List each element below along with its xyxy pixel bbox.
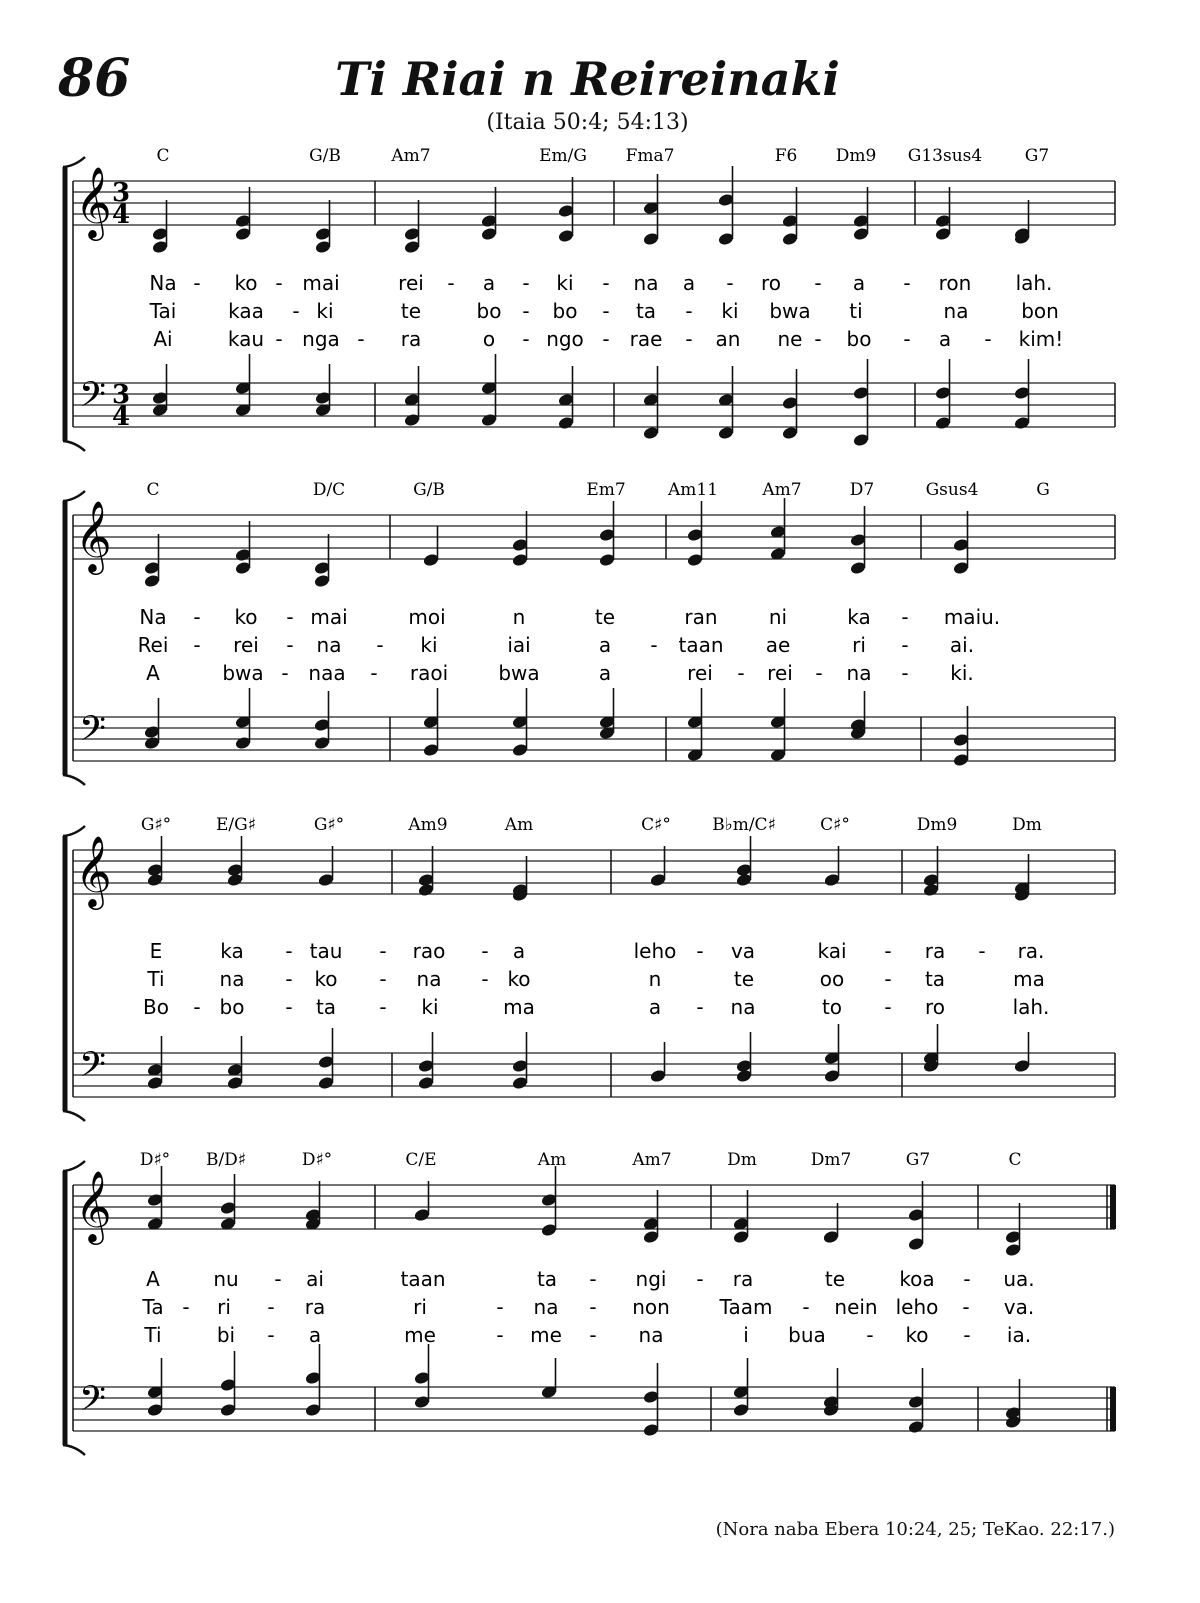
lyric-syllable: - <box>589 1267 597 1291</box>
lyric-syllable: ki <box>420 633 438 657</box>
time-signature-top: 3 <box>112 178 131 208</box>
lyric-syllable: rei <box>398 271 424 295</box>
chord-symbol: C/E <box>405 1150 437 1170</box>
lyric-syllable: ki <box>316 299 334 323</box>
lyric-syllable: n <box>648 967 662 991</box>
chord-symbol: Dm9 <box>835 146 877 166</box>
lyric-syllable: - <box>696 995 704 1019</box>
lyric-syllable: bo <box>846 327 872 351</box>
lyric-syllable: ra <box>924 939 946 963</box>
lyric-syllable: - <box>685 327 693 351</box>
lyric-syllable: taan <box>678 633 724 657</box>
lyric-syllable: ki <box>421 995 439 1019</box>
lyric-syllable: ki. <box>950 661 974 685</box>
lyric-syllable: Ti <box>147 967 165 991</box>
lyric-syllable: - <box>737 661 745 685</box>
lyric-syllable: - <box>602 327 610 351</box>
bass-clef-icon: 𝄢 <box>79 1044 107 1093</box>
lyric-syllable: bi <box>216 1323 236 1347</box>
lyric-syllable: Taam <box>719 1295 773 1319</box>
lyric-syllable: a <box>938 327 952 351</box>
lyric-syllable: koa <box>899 1267 935 1291</box>
system-4 <box>63 1150 1115 1455</box>
lyric-syllable: A <box>146 1267 160 1291</box>
lyric-syllable: ne <box>777 327 803 351</box>
treble-clef-icon: 𝄞 <box>75 1169 112 1242</box>
time-signature-bottom: 4 <box>112 402 131 432</box>
lyric-syllable: ko <box>234 605 258 629</box>
lyric-syllable: na <box>638 1323 664 1347</box>
lyric-syllable: ma <box>503 995 535 1019</box>
lyric-syllable: - <box>903 271 911 295</box>
lyric-syllable: - <box>447 271 455 295</box>
treble-clef-icon: 𝄞 <box>75 165 112 238</box>
lyric-syllable: - <box>522 299 530 323</box>
lyric-syllable: bwa <box>769 299 811 323</box>
lyric-syllable: - <box>285 939 293 963</box>
system-1 <box>63 146 1115 451</box>
lyric-syllable: - <box>901 605 909 629</box>
lyric-syllable: ki <box>721 299 739 323</box>
chord-symbol: G13sus4 <box>907 146 983 166</box>
lyric-syllable: - <box>903 327 911 351</box>
lyric-syllable: leho <box>633 939 677 963</box>
chord-symbol: F6 <box>774 146 798 166</box>
lyric-syllable: - <box>650 633 658 657</box>
chord-symbol: Am <box>504 815 534 835</box>
lyric-syllable: kai <box>817 939 847 963</box>
lyric-syllable: rei <box>767 661 793 685</box>
lyric-syllable: a <box>648 995 662 1019</box>
time-signature-bottom: 4 <box>112 200 131 230</box>
lyric-syllable: - <box>376 633 384 657</box>
lyric-syllable: A <box>146 661 160 685</box>
lyric-syllable: ta <box>635 299 657 323</box>
bracket-hook <box>63 441 85 451</box>
lyric-syllable: oo <box>819 967 845 991</box>
lyric-syllable: o <box>482 327 496 351</box>
lyric-syllable: Ti <box>144 1323 162 1347</box>
system-2 <box>63 480 1115 785</box>
lyric-syllable: ro <box>760 271 782 295</box>
chord-symbol: Fma7 <box>625 146 675 166</box>
chord-symbol: G/B <box>309 146 341 166</box>
lyric-syllable: ri <box>217 1295 231 1319</box>
lyric-syllable: ka <box>220 939 244 963</box>
lyric-syllable: - <box>496 1295 504 1319</box>
lyric-syllable: - <box>274 1267 282 1291</box>
lyric-syllable: - <box>357 327 365 351</box>
lyric-syllable: - <box>984 327 992 351</box>
lyric-syllable: ma <box>1013 967 1045 991</box>
lyric-syllable: - <box>193 605 201 629</box>
lyric-syllable: - <box>522 327 530 351</box>
lyric-syllable: - <box>814 271 822 295</box>
lyric-syllable: - <box>602 299 610 323</box>
chord-symbol: Am7 <box>391 146 431 166</box>
lyric-syllable: non <box>632 1295 670 1319</box>
lyric-syllable: - <box>901 633 909 657</box>
chord-symbol: Am9 <box>408 815 448 835</box>
lyric-syllable: - <box>802 1295 810 1319</box>
chord-symbol: G <box>1036 480 1050 500</box>
lyric-syllable: - <box>884 939 892 963</box>
chord-symbol: B♭m/C♯ <box>712 815 776 835</box>
lyric-syllable: ri <box>852 633 866 657</box>
lyric-syllable: kaa <box>228 299 264 323</box>
lyric-syllable: na <box>846 661 872 685</box>
lyric-syllable: ae <box>765 633 791 657</box>
lyric-syllable: na <box>943 299 969 323</box>
chord-symbol: Em/G <box>539 146 587 166</box>
lyric-syllable: raoi <box>409 661 449 685</box>
lyric-syllable: - <box>193 995 201 1019</box>
lyric-syllable: Rei <box>137 633 169 657</box>
lyric-syllable: bua <box>788 1323 826 1347</box>
lyric-syllable: mai <box>302 271 340 295</box>
lyric-syllable: na <box>633 271 659 295</box>
lyric-syllable: mai <box>310 605 348 629</box>
lyric-syllable: lah. <box>1015 271 1053 295</box>
lyric-syllable: - <box>292 299 300 323</box>
chord-symbol: Am11 <box>667 480 719 500</box>
lyric-syllable: naa <box>308 661 346 685</box>
bracket-hook <box>63 1111 85 1121</box>
lyric-syllable: - <box>814 327 822 351</box>
lyric-syllable: - <box>379 995 387 1019</box>
lyric-syllable: va <box>730 939 756 963</box>
lyric-syllable: E <box>149 939 163 963</box>
chord-symbol: Dm9 <box>916 815 958 835</box>
lyric-syllable: nein <box>834 1295 878 1319</box>
chord-symbol: C♯° <box>820 815 850 835</box>
lyric-syllable: i <box>743 1323 749 1347</box>
lyric-syllable: - <box>379 939 387 963</box>
lyric-syllable: kau <box>227 327 265 351</box>
lyric-syllable: te <box>733 967 755 991</box>
lyric-syllable: rei <box>233 633 259 657</box>
lyric-syllable: - <box>602 271 610 295</box>
lyric-syllable: ri <box>413 1295 427 1319</box>
lyric-syllable: ai. <box>949 633 975 657</box>
lyric-syllable: bwa <box>222 661 264 685</box>
lyric-syllable: - <box>963 1323 971 1347</box>
lyric-syllable: bo <box>552 299 578 323</box>
bass-clef-icon: 𝄢 <box>79 374 107 423</box>
lyric-syllable: a <box>598 661 612 685</box>
lyric-syllable: - <box>275 271 283 295</box>
lyric-syllable: - <box>963 1267 971 1291</box>
lyric-syllable: - <box>267 1323 275 1347</box>
lyric-syllable: - <box>182 1295 190 1319</box>
lyric-syllable: - <box>522 271 530 295</box>
lyric-syllable: - <box>496 1323 504 1347</box>
lyric-syllable: moi <box>408 605 446 629</box>
lyric-syllable: ni <box>768 605 788 629</box>
lyric-syllable: ron <box>938 271 972 295</box>
lyric-syllable: ko <box>507 967 531 991</box>
lyric-syllable: Bo <box>143 995 169 1019</box>
chord-symbol: G/B <box>413 480 445 500</box>
chord-symbol: D/C <box>312 480 346 500</box>
lyric-syllable: - <box>866 1323 874 1347</box>
lyric-syllable: - <box>267 1295 275 1319</box>
treble-clef-icon: 𝄞 <box>75 834 112 907</box>
chord-symbol: G♯° <box>313 815 345 835</box>
lyric-syllable: nga <box>302 327 340 351</box>
lyric-syllable: n <box>512 605 526 629</box>
lyric-syllable: maiu. <box>943 605 1001 629</box>
lyric-syllable: kim! <box>1018 327 1064 351</box>
chord-symbol: D♯° <box>301 1150 333 1170</box>
lyric-syllable: leho <box>895 1295 939 1319</box>
treble-clef-icon: 𝄞 <box>75 499 112 572</box>
lyric-syllable: a <box>482 271 496 295</box>
lyric-syllable: ro <box>924 995 946 1019</box>
lyric-syllable: ngi <box>635 1267 667 1291</box>
lyric-syllable: - <box>285 995 293 1019</box>
chord-symbol: D♯° <box>139 1150 171 1170</box>
footer-reference: (Nora naba Ebera 10:24, 25; TeKao. 22:17.) <box>715 1519 1115 1540</box>
lyric-syllable: - <box>685 299 693 323</box>
lyric-syllable: - <box>379 967 387 991</box>
lyric-syllable: ra. <box>1017 939 1045 963</box>
lyric-syllable: iai <box>507 633 531 657</box>
lyric-syllable: rae <box>629 327 663 351</box>
lyric-syllable: - <box>884 967 892 991</box>
lyric-syllable: ua. <box>1003 1267 1035 1291</box>
scripture-reference: (Itaia 50:4; 54:13) <box>486 110 689 135</box>
hymn-number: 86 <box>58 48 131 109</box>
chord-symbol: B/D♯ <box>205 1150 247 1170</box>
lyric-syllable: - <box>286 633 294 657</box>
lyric-syllable: - <box>978 939 986 963</box>
lyric-syllable: - <box>589 1323 597 1347</box>
chord-symbol: Dm <box>727 1150 757 1170</box>
chord-symbol: C <box>146 480 160 500</box>
lyric-syllable: me <box>404 1323 436 1347</box>
lyric-syllable: a <box>512 939 526 963</box>
bass-clef-icon: 𝄢 <box>79 708 107 757</box>
lyric-syllable: a <box>682 271 696 295</box>
lyric-syllable: ki <box>556 271 574 295</box>
lyric-syllable: ta <box>536 1267 558 1291</box>
lyric-syllable: ra <box>732 1267 754 1291</box>
lyric-syllable: ti <box>849 299 863 323</box>
chord-symbol: Em7 <box>586 480 626 500</box>
bass-staff <box>73 383 1115 427</box>
lyric-syllable: Ai <box>153 327 173 351</box>
chord-symbol: C <box>1008 1150 1022 1170</box>
lyric-syllable: ra <box>304 1295 326 1319</box>
lyric-syllable: - <box>275 327 283 351</box>
lyric-syllable: ai <box>306 1267 324 1291</box>
lyric-syllable: ko <box>234 271 258 295</box>
lyric-syllable: a <box>852 271 866 295</box>
lyric-syllable: na <box>533 1295 559 1319</box>
chord-symbol: Am7 <box>632 1150 672 1170</box>
lyric-syllable: - <box>815 661 823 685</box>
lyric-syllable: te <box>824 1267 846 1291</box>
lyric-syllable: Na <box>139 605 167 629</box>
lyric-syllable: rei <box>687 661 713 685</box>
treble-staff <box>73 181 1115 225</box>
lyric-syllable: bwa <box>498 661 540 685</box>
lyric-syllable: na <box>416 967 442 991</box>
lyric-syllable: bon <box>1021 299 1059 323</box>
chord-symbol: Am7 <box>762 480 802 500</box>
chord-symbol: C <box>156 146 170 166</box>
chord-symbol: C♯° <box>641 815 671 835</box>
chord-symbol: G♯° <box>140 815 172 835</box>
lyric-syllable: ka <box>847 605 871 629</box>
lyric-syllable: an <box>715 327 741 351</box>
lyric-syllable: tau <box>309 939 343 963</box>
lyric-syllable: - <box>589 1295 597 1319</box>
lyric-syllable: Ta <box>142 1295 164 1319</box>
bracket-hook <box>63 775 85 785</box>
lyric-syllable: - <box>481 939 489 963</box>
lyric-syllable: - <box>193 271 201 295</box>
bracket-hook <box>63 1445 85 1455</box>
lyric-syllable: - <box>962 1295 970 1319</box>
lyric-syllable: ran <box>684 605 718 629</box>
lyric-syllable: - <box>286 605 294 629</box>
lyric-syllable: taan <box>400 1267 446 1291</box>
chord-symbol: G7 <box>905 1150 931 1170</box>
lyric-syllable: ia. <box>1006 1323 1032 1347</box>
lyric-syllable: - <box>696 1267 704 1291</box>
lyric-syllable: a <box>598 633 612 657</box>
lyric-syllable: nu <box>213 1267 239 1291</box>
chord-symbol: D7 <box>849 480 875 500</box>
lyric-syllable: - <box>884 995 892 1019</box>
lyric-syllable: rao <box>412 939 446 963</box>
lyric-syllable: te <box>594 605 616 629</box>
lyric-syllable: Na <box>149 271 177 295</box>
lyric-syllable: ta <box>924 967 946 991</box>
chord-symbol: Am <box>537 1150 567 1170</box>
lyric-syllable: - <box>193 633 201 657</box>
lyric-syllable: - <box>281 661 289 685</box>
lyric-syllable: ra <box>400 327 422 351</box>
lyric-syllable: na <box>219 967 245 991</box>
chord-symbol: E/G♯ <box>216 815 256 835</box>
lyric-syllable: - <box>901 661 909 685</box>
bass-staff <box>73 1053 1115 1097</box>
lyric-syllable: na <box>316 633 342 657</box>
hymn-title: Ti Riai n Reireinaki <box>335 52 840 106</box>
lyric-syllable: ta <box>315 995 337 1019</box>
lyric-syllable: ngo <box>546 327 584 351</box>
treble-staff <box>73 515 1115 559</box>
lyric-syllable: bo <box>476 299 502 323</box>
lyric-syllable: me <box>530 1323 562 1347</box>
lyric-syllable: bo <box>219 995 245 1019</box>
chord-symbol: Dm7 <box>810 1150 852 1170</box>
lyric-syllable: - <box>370 661 378 685</box>
lyric-syllable: - <box>726 271 734 295</box>
chord-symbol: Dm <box>1012 815 1042 835</box>
lyric-syllable: - <box>696 939 704 963</box>
lyric-syllable: Tai <box>149 299 177 323</box>
lyric-syllable: - <box>481 967 489 991</box>
lyric-syllable: ko <box>905 1323 929 1347</box>
lyric-syllable: ko <box>314 967 338 991</box>
bass-clef-icon: 𝄢 <box>79 1378 107 1427</box>
chord-symbol: G7 <box>1024 146 1050 166</box>
lyric-syllable: - <box>285 967 293 991</box>
chord-symbol: Gsus4 <box>925 480 979 500</box>
lyric-syllable: te <box>400 299 422 323</box>
lyric-syllable: lah. <box>1012 995 1050 1019</box>
lyric-syllable: va. <box>1003 1295 1035 1319</box>
lyric-syllable: to <box>821 995 843 1019</box>
lyric-syllable: na <box>730 995 756 1019</box>
lyric-syllable: a <box>308 1323 322 1347</box>
system-3 <box>63 815 1115 1121</box>
time-signature-top: 3 <box>112 380 131 410</box>
